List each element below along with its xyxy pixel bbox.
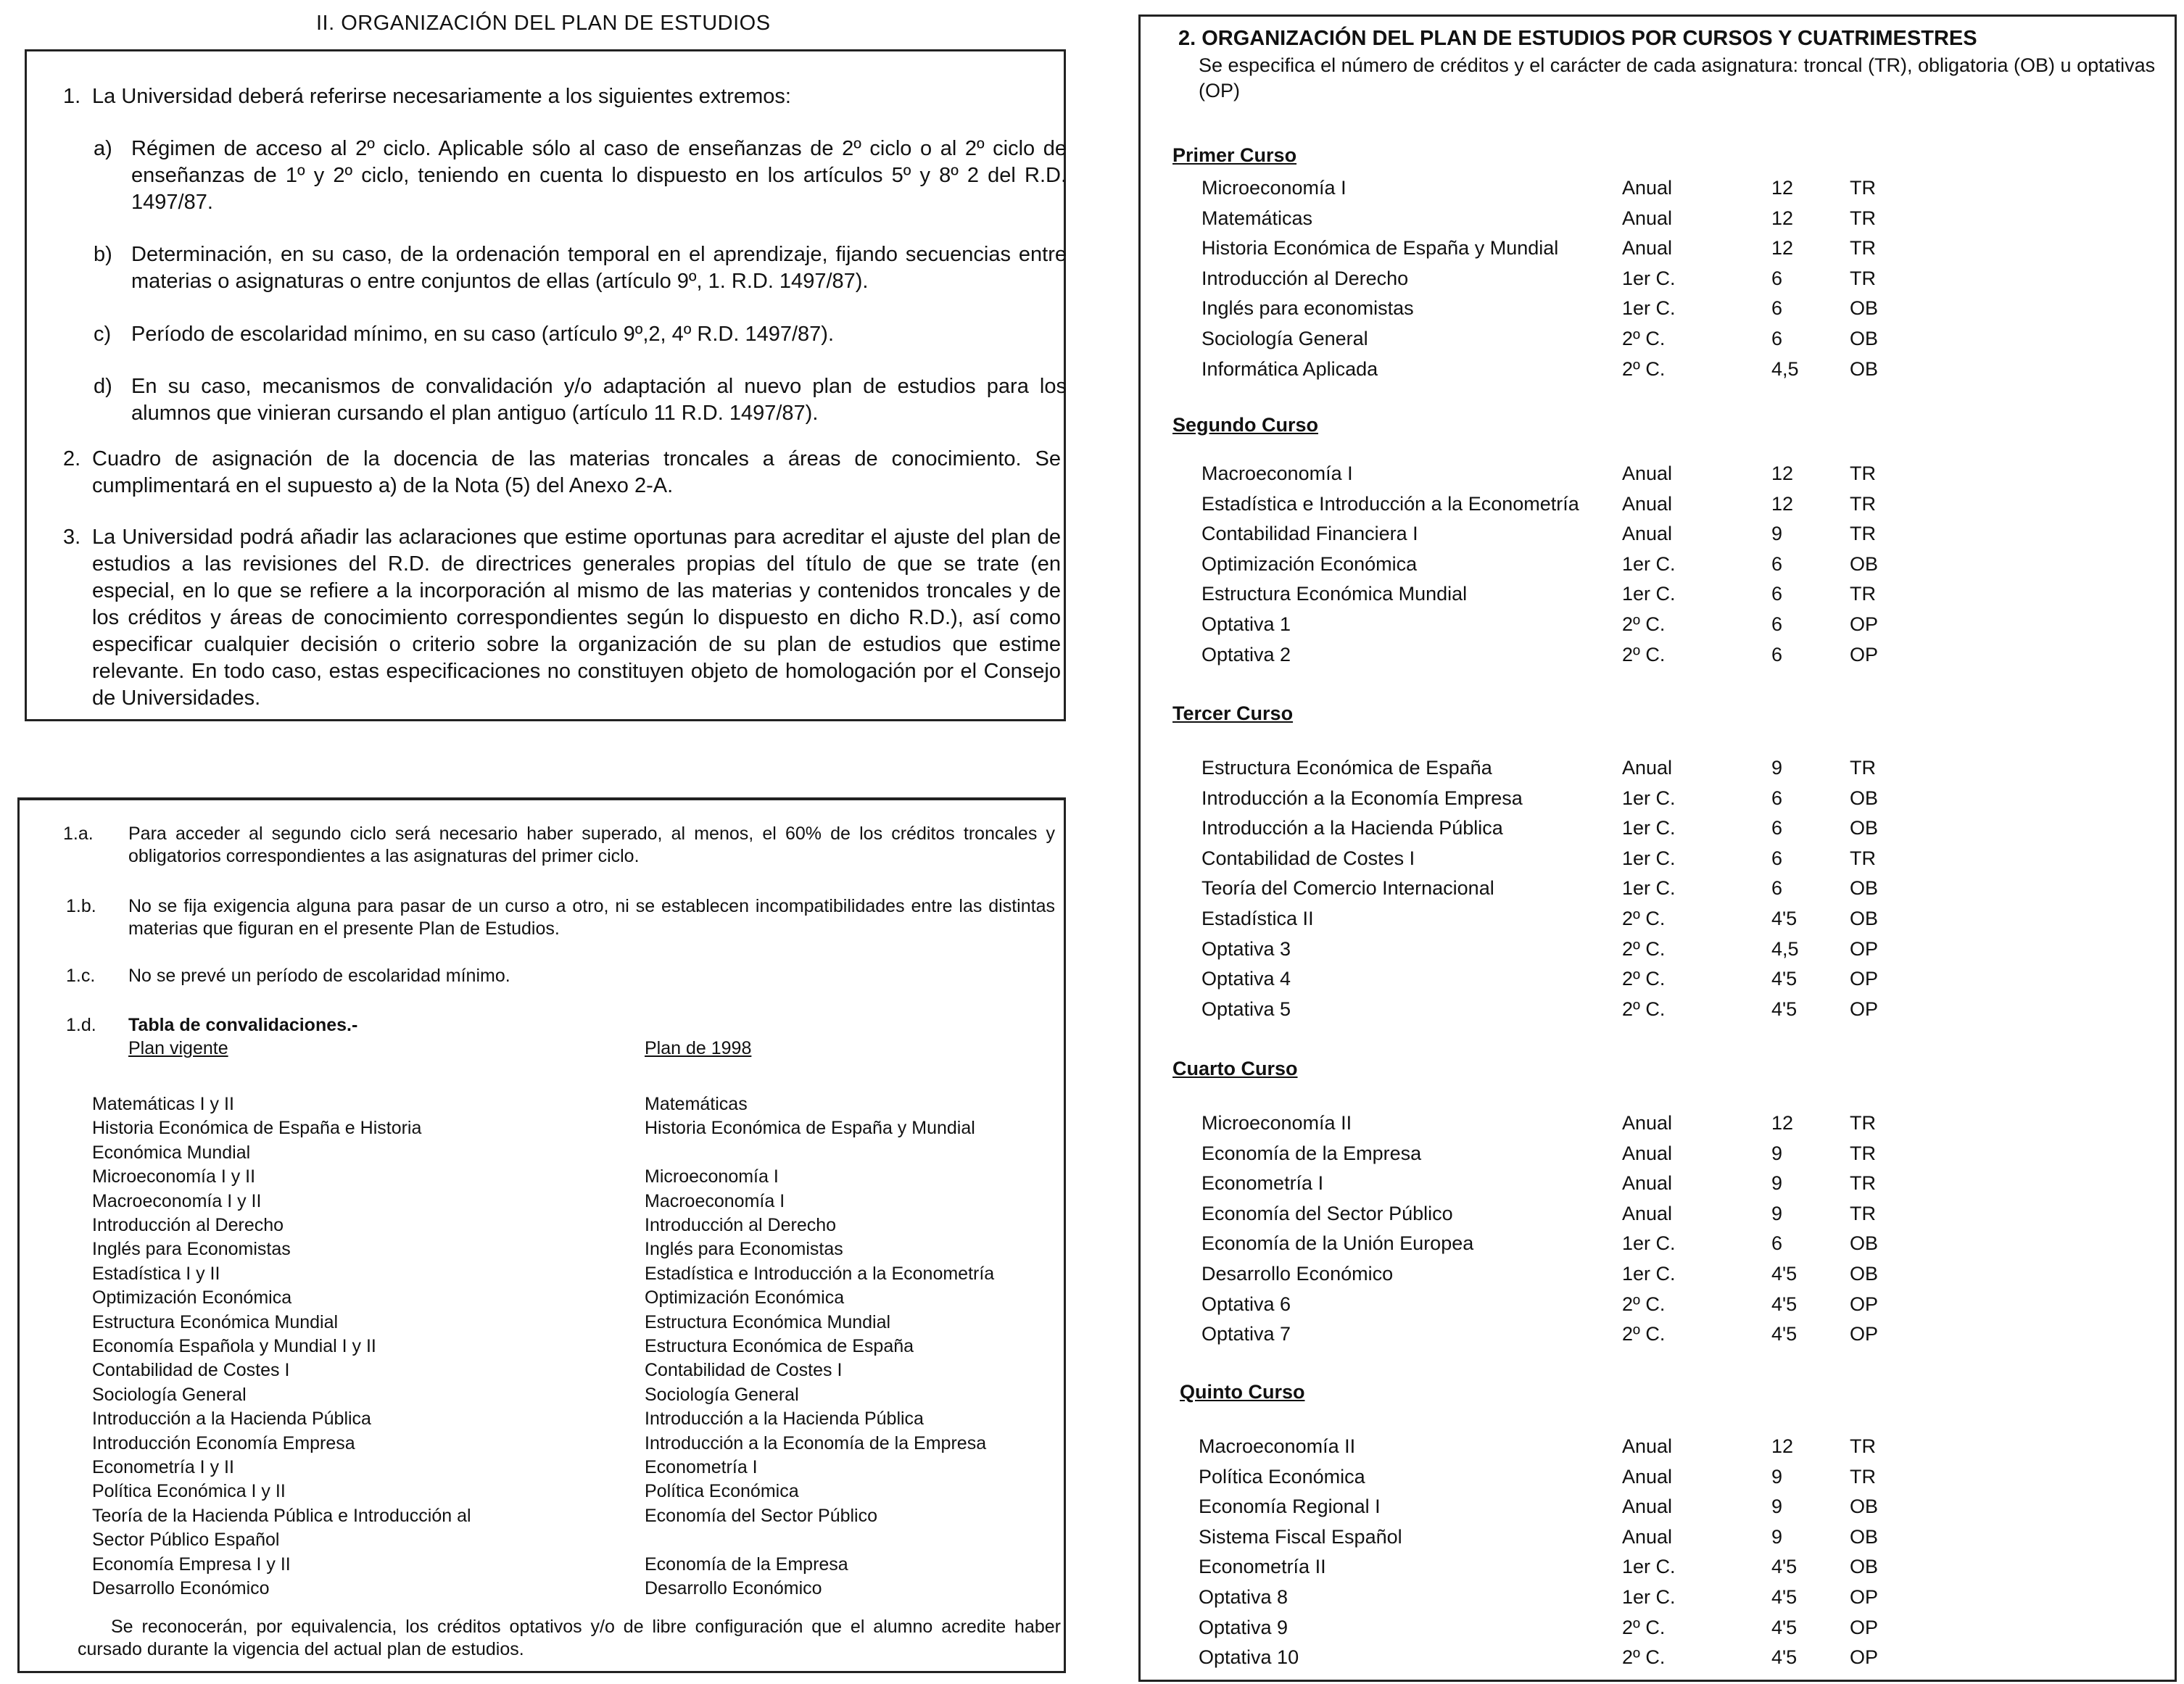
credits: 9 — [1771, 1496, 1783, 1518]
subject-name: Economía del Sector Público — [1201, 1202, 1453, 1224]
subject-type: OP — [1850, 613, 1879, 635]
subject-name: Optativa 9 — [1199, 1616, 1289, 1638]
credits: 4,5 — [1771, 937, 1799, 960]
note-label: 1.b. — [66, 896, 96, 916]
period: 1er C. — [1622, 297, 1676, 320]
subject-name: Economía Regional I — [1199, 1496, 1381, 1518]
equivalence-new-plan: Macroeconomía I — [645, 1190, 785, 1211]
credits: 4'5 — [1771, 1323, 1798, 1345]
subject-type: OP — [1850, 1616, 1879, 1638]
credits: 12 — [1771, 1112, 1794, 1134]
credits: 6 — [1771, 787, 1783, 809]
course-year-heading: Cuarto Curso — [1172, 1058, 1298, 1079]
course-year-heading: Segundo Curso — [1172, 414, 1318, 436]
equivalence-new-plan: Sociología General — [645, 1384, 799, 1405]
subitem-a: Régimen de acceso al 2º ciclo. Aplicable sólo al caso de enseñanzas de 2º ciclo o al 2º ciclo de enseñanzas de 1º y 2º ciclo, teniendo en cuenta lo dispuesto en los artículos 5º y 8º 2 del R.D. 1497/87. — [131, 137, 1067, 214]
credits: 6 — [1771, 1232, 1783, 1255]
period: 2º C. — [1622, 937, 1666, 960]
subject-type: TR — [1850, 267, 1876, 289]
credits: 6 — [1771, 297, 1783, 320]
subject-type: TR — [1850, 492, 1876, 515]
subject-type: TR — [1850, 1142, 1876, 1164]
equivalence-current-plan: Económica Mundial — [92, 1142, 251, 1163]
credits: 6 — [1771, 817, 1783, 839]
subject-name: Microeconomía I — [1201, 177, 1347, 199]
subject-name: Desarrollo Económico — [1201, 1263, 1394, 1285]
subject-type: TR — [1850, 1435, 1876, 1457]
subitem-label: b) — [94, 243, 112, 266]
subject-name: Econometría I — [1201, 1172, 1324, 1195]
notes-box — [17, 797, 1066, 1673]
equivalence-current-plan: Estadística I y II — [92, 1263, 220, 1284]
period: 1er C. — [1622, 787, 1676, 809]
credits: 12 — [1771, 1435, 1794, 1457]
subject-name: Informática Aplicada — [1201, 357, 1378, 380]
equivalence-footer: Se reconocerán, por equivalencia, los créditos optativos y/o de libre configuración que el alumno acredite haber cursado durante la vigencia del actual plan de estudios. — [78, 1617, 1061, 1659]
period: 2º C. — [1622, 1616, 1666, 1638]
subject-name: Macroeconomía II — [1199, 1435, 1356, 1457]
equivalence-current-plan: Econometría I y II — [92, 1457, 234, 1477]
subject-type: OB — [1850, 1556, 1879, 1578]
credits: 4'5 — [1771, 1646, 1798, 1669]
credits: 9 — [1771, 1525, 1783, 1548]
subject-type: TR — [1850, 1465, 1876, 1488]
period: 1er C. — [1622, 267, 1676, 289]
equivalence-current-plan: Estructura Económica Mundial — [92, 1311, 339, 1332]
subject-type: TR — [1850, 1172, 1876, 1195]
period: Anual — [1622, 1142, 1673, 1164]
subject-type: TR — [1850, 583, 1876, 605]
subject-type: OB — [1850, 877, 1879, 900]
equivalence-new-plan: Economía de la Empresa — [645, 1554, 848, 1575]
subject-type: OP — [1850, 1586, 1879, 1608]
credits: 12 — [1771, 492, 1794, 515]
course-year-heading: Quinto Curso — [1180, 1381, 1305, 1403]
period: 1er C. — [1622, 1232, 1676, 1255]
subject-name: Optativa 3 — [1201, 937, 1291, 960]
credits: 4'5 — [1771, 968, 1798, 990]
equivalence-current-plan: Política Económica I y II — [92, 1481, 286, 1502]
period: 1er C. — [1622, 552, 1676, 575]
course-year-heading: Primer Curso — [1172, 144, 1297, 166]
subject-name: Optativa 5 — [1201, 997, 1291, 1020]
period: 1er C. — [1622, 817, 1676, 839]
subject-name: Estructura Económica Mundial — [1201, 583, 1468, 605]
item-number: 3. — [63, 526, 81, 549]
credits: 9 — [1771, 1465, 1783, 1488]
credits: 6 — [1771, 267, 1783, 289]
credits: 12 — [1771, 237, 1794, 260]
convalidation-table-title: Tabla de convalidaciones.- — [128, 1015, 358, 1035]
equivalence-current-plan: Economía Española y Mundial I y II — [92, 1336, 376, 1356]
equivalence-new-plan: Optimización Económica — [645, 1287, 845, 1308]
subject-name: Introducción a la Hacienda Pública — [1201, 817, 1503, 839]
subject-type: OB — [1850, 908, 1879, 929]
period: Anual — [1622, 1202, 1673, 1224]
equivalence-current-plan: Macroeconomía I y II — [92, 1190, 262, 1211]
period: 2º C. — [1622, 997, 1666, 1020]
equivalence-new-plan: Estadística e Introducción a la Econometría — [645, 1263, 995, 1284]
period: Anual — [1622, 237, 1673, 260]
equivalence-current-plan: Inglés para Economistas — [92, 1239, 291, 1260]
credits: 12 — [1771, 463, 1794, 484]
note-1c: No se prevé un período de escolaridad mínimo. — [128, 966, 510, 986]
subject-name: Optativa 2 — [1201, 643, 1291, 665]
credits: 9 — [1771, 1142, 1783, 1164]
period: Anual — [1622, 1112, 1673, 1134]
period: 2º C. — [1622, 328, 1666, 349]
subject-name: Estadística e Introducción a la Econometría — [1201, 492, 1579, 515]
note-label: 1.a. — [63, 824, 94, 844]
credits: 6 — [1771, 643, 1783, 665]
subject-type: OP — [1850, 643, 1879, 665]
item-number: 2. — [63, 447, 81, 470]
subject-name: Econometría II — [1199, 1556, 1326, 1578]
credits: 9 — [1771, 1172, 1783, 1195]
subject-name: Introducción a la Economía Empresa — [1201, 787, 1523, 809]
equivalence-current-plan: Teoría de la Hacienda Pública e Introducción al — [92, 1505, 471, 1526]
subject-type: TR — [1850, 847, 1876, 869]
period: Anual — [1622, 1465, 1673, 1488]
period: 1er C. — [1622, 583, 1676, 605]
subject-type: TR — [1850, 463, 1876, 484]
period: 1er C. — [1622, 1586, 1676, 1608]
subject-type: OP — [1850, 997, 1879, 1020]
subject-name: Estadística II — [1201, 908, 1314, 929]
subject-type: OB — [1850, 1525, 1879, 1548]
period: 1er C. — [1622, 877, 1676, 900]
equivalence-current-plan: Contabilidad de Costes I — [92, 1360, 290, 1381]
credits: 6 — [1771, 877, 1783, 900]
subject-type: TR — [1850, 523, 1876, 545]
subitem-b: Determinación, en su caso, de la ordenación temporal en el aprendizaje, fijando secuencias entre materias o asignaturas o entre conjuntos de ellas (artículo 9º, 1. R.D. 1497/87). — [131, 243, 1067, 293]
subject-type: OB — [1850, 328, 1879, 349]
period: 1er C. — [1622, 847, 1676, 869]
credits: 6 — [1771, 328, 1783, 349]
equivalence-new-plan: Econometría I — [645, 1457, 758, 1477]
subject-type: OP — [1850, 937, 1879, 960]
credits: 12 — [1771, 177, 1794, 199]
credits: 4'5 — [1771, 908, 1798, 929]
subject-type: OB — [1850, 1263, 1879, 1285]
instruction-item-2: Cuadro de asignación de la docencia de las materias troncales a áreas de conocimiento. Se cumplimentará en el supuesto a) de la Nota (5) del Anexo 2-A. — [92, 447, 1061, 497]
subject-type: OB — [1850, 787, 1879, 809]
period: Anual — [1622, 463, 1673, 484]
equivalence-new-plan: Microeconomía I — [645, 1166, 779, 1187]
equivalence-new-plan: Estructura Económica de España — [645, 1336, 914, 1356]
subject-name: Economía de la Empresa — [1201, 1142, 1422, 1164]
equivalence-new-plan: Introducción a la Hacienda Pública — [645, 1409, 924, 1430]
credits: 4'5 — [1771, 997, 1798, 1020]
note-label: 1.d. — [66, 1015, 96, 1035]
period: 1er C. — [1622, 1263, 1676, 1285]
equivalence-current-plan: Optimización Económica — [92, 1287, 292, 1308]
credits: 4'5 — [1771, 1586, 1798, 1608]
period: Anual — [1622, 1435, 1673, 1457]
credits: 9 — [1771, 757, 1783, 779]
subject-name: Optativa 8 — [1199, 1586, 1289, 1608]
equivalence-current-plan: Economía Empresa I y II — [92, 1554, 291, 1575]
equivalence-current-plan: Sector Público Español — [92, 1530, 280, 1551]
equivalence-new-plan: Política Económica — [645, 1481, 799, 1502]
instructions-box — [25, 49, 1066, 721]
subject-type: TR — [1850, 207, 1876, 229]
note-1b: No se fija exigencia alguna para pasar de un curso a otro, ni se establecen incompatibilidades entre las distintas materias que figuran en el presente Plan de Estudios. — [128, 896, 1055, 939]
subject-name: Microeconomía II — [1201, 1112, 1352, 1134]
subject-name: Sociología General — [1201, 328, 1368, 349]
instruction-item-3: La Universidad podrá añadir las aclaraciones que estime oportunas para acreditar el ajuste del plan de estudios a las revisiones del R.D. de directrices generales propias del título de que se trate (en especial, en lo que se refiere a la incorporación al mismo de las materias y contenidos troncales y de los créditos y áreas de conocimiento correspondientes según lo dispuesto en dicho R.D.), así como especificar cualquier decisión o criterio sobre la organización de su plan de estudios que estime relevante. En todo caso, estas especificaciones no constituyen objeto de homologación por el Consejo de Universidades. — [92, 526, 1061, 710]
subject-name: Política Económica — [1199, 1465, 1365, 1488]
equivalence-new-plan: Matemáticas — [645, 1094, 748, 1114]
equivalence-new-plan: Desarrollo Económico — [645, 1578, 822, 1598]
period: Anual — [1622, 757, 1673, 779]
period: Anual — [1622, 1525, 1673, 1548]
subject-name: Sistema Fiscal Español — [1199, 1525, 1402, 1548]
credits: 4'5 — [1771, 1263, 1798, 1285]
equivalence-new-plan: Contabilidad de Costes I — [645, 1360, 843, 1381]
subject-type: TR — [1850, 177, 1876, 199]
equivalence-current-plan: Desarrollo Económico — [92, 1578, 270, 1598]
subject-type: TR — [1850, 757, 1876, 779]
subject-type: TR — [1850, 237, 1876, 260]
period: Anual — [1622, 1172, 1673, 1195]
credits: 4'5 — [1771, 1556, 1798, 1578]
equivalence-new-plan: Economía del Sector Público — [645, 1505, 878, 1526]
period: 2º C. — [1622, 968, 1666, 990]
page-title: II. ORGANIZACIÓN DEL PLAN DE ESTUDIOS — [316, 12, 771, 35]
subject-type: OB — [1850, 297, 1879, 320]
note-1a: Para acceder al segundo ciclo será necesario haber superado, al menos, el 60% de los créditos troncales y obligatorios correspondientes a las asignaturas del primer ciclo. — [128, 824, 1055, 866]
course-plan-subtitle: Se especifica el número de créditos y el carácter de cada asignatura: troncal (TR), obligatoria (OB) u optativas (OP) — [1199, 54, 2156, 101]
subitem-label: a) — [94, 137, 112, 160]
subitem-d: En su caso, mecanismos de convalidación y/o adaptación al nuevo plan de estudios para los alumnos que vinieran cursando el plan antiguo (artículo 11 R.D. 1497/87). — [131, 375, 1067, 425]
equivalence-new-plan: Introducción al Derecho — [645, 1215, 837, 1235]
subject-name: Inglés para economistas — [1201, 297, 1414, 320]
subject-type: TR — [1850, 1112, 1876, 1134]
column-header-current-plan: Plan vigente — [128, 1038, 228, 1058]
credits: 6 — [1771, 847, 1783, 869]
credits: 6 — [1771, 613, 1783, 635]
subject-type: OB — [1850, 817, 1879, 839]
equivalence-current-plan: Sociología General — [92, 1384, 247, 1405]
period: 2º C. — [1622, 643, 1666, 665]
subject-type: OP — [1850, 1323, 1879, 1345]
subject-type: OP — [1850, 1293, 1879, 1315]
period: Anual — [1622, 523, 1673, 545]
equivalence-current-plan: Microeconomía I y II — [92, 1166, 256, 1187]
subject-name: Optimización Económica — [1201, 552, 1418, 575]
credits: 12 — [1771, 207, 1794, 229]
credits: 4'5 — [1771, 1616, 1798, 1638]
subitem-c: Período de escolaridad mínimo, en su caso (artículo 9º,2, 4º R.D. 1497/87). — [131, 323, 835, 346]
period: Anual — [1622, 177, 1673, 199]
subject-name: Historia Económica de España y Mundial — [1201, 237, 1559, 260]
credits: 9 — [1771, 523, 1783, 545]
subject-name: Estructura Económica de España — [1201, 757, 1492, 779]
subject-name: Economía de la Unión Europea — [1201, 1232, 1474, 1255]
subject-name: Macroeconomía I — [1201, 463, 1353, 484]
credits: 6 — [1771, 552, 1783, 575]
equivalence-new-plan: Introducción a la Economía de la Empresa — [645, 1432, 987, 1453]
period: 1er C. — [1622, 1556, 1676, 1578]
subject-name: Optativa 1 — [1201, 613, 1291, 635]
period: 2º C. — [1622, 357, 1666, 380]
period: 2º C. — [1622, 1646, 1666, 1669]
equivalence-new-plan: Estructura Económica Mundial — [645, 1311, 891, 1332]
credits: 4,5 — [1771, 357, 1799, 380]
subject-type: OB — [1850, 357, 1879, 380]
note-label: 1.c. — [66, 966, 96, 986]
period: Anual — [1622, 207, 1673, 229]
equivalence-current-plan: Historia Económica de España e Historia — [92, 1118, 422, 1139]
period: 2º C. — [1622, 1293, 1666, 1315]
subject-type: TR — [1850, 1202, 1876, 1224]
subject-type: OB — [1850, 1496, 1879, 1518]
period: 2º C. — [1622, 908, 1666, 929]
subject-name: Optativa 4 — [1201, 968, 1291, 990]
subject-name: Optativa 6 — [1201, 1293, 1291, 1315]
item-number: 1. — [63, 85, 81, 108]
subitem-label: d) — [94, 375, 112, 398]
course-year-heading: Tercer Curso — [1172, 702, 1294, 724]
subject-name: Matemáticas — [1201, 207, 1313, 229]
subject-type: OP — [1850, 968, 1879, 990]
subject-type: OB — [1850, 552, 1879, 575]
equivalence-new-plan: Inglés para Economistas — [645, 1239, 843, 1260]
equivalence-current-plan: Introducción Economía Empresa — [92, 1432, 355, 1453]
subject-name: Optativa 7 — [1201, 1323, 1291, 1345]
period: Anual — [1622, 1496, 1673, 1518]
subject-name: Contabilidad de Costes I — [1201, 847, 1415, 869]
course-plan-box — [1138, 14, 2177, 1682]
equivalence-current-plan: Matemáticas I y II — [92, 1094, 234, 1114]
instruction-item-1: La Universidad deberá referirse necesariamente a los siguientes extremos: — [92, 85, 791, 108]
credits: 9 — [1771, 1202, 1783, 1224]
column-header-new-plan: Plan de 1998 — [645, 1038, 752, 1058]
credits: 6 — [1771, 583, 1783, 605]
equivalence-current-plan: Introducción a la Hacienda Pública — [92, 1409, 371, 1430]
subject-name: Contabilidad Financiera I — [1201, 523, 1418, 545]
subitem-label: c) — [94, 323, 112, 346]
subject-type: OP — [1850, 1646, 1879, 1669]
subject-name: Optativa 10 — [1199, 1646, 1299, 1669]
equivalence-new-plan: Historia Económica de España y Mundial — [645, 1118, 975, 1139]
period: 2º C. — [1622, 1323, 1666, 1345]
subject-type: OB — [1850, 1232, 1879, 1255]
equivalence-current-plan: Introducción al Derecho — [92, 1215, 284, 1235]
subject-name: Teoría del Comercio Internacional — [1201, 877, 1494, 900]
period: 2º C. — [1622, 613, 1666, 635]
period: Anual — [1622, 492, 1673, 515]
subject-name: Introducción al Derecho — [1201, 267, 1409, 289]
credits: 4'5 — [1771, 1293, 1798, 1315]
course-plan-title: 2. ORGANIZACIÓN DEL PLAN DE ESTUDIOS POR CURSOS Y CUATRIMESTRES — [1178, 27, 1977, 50]
